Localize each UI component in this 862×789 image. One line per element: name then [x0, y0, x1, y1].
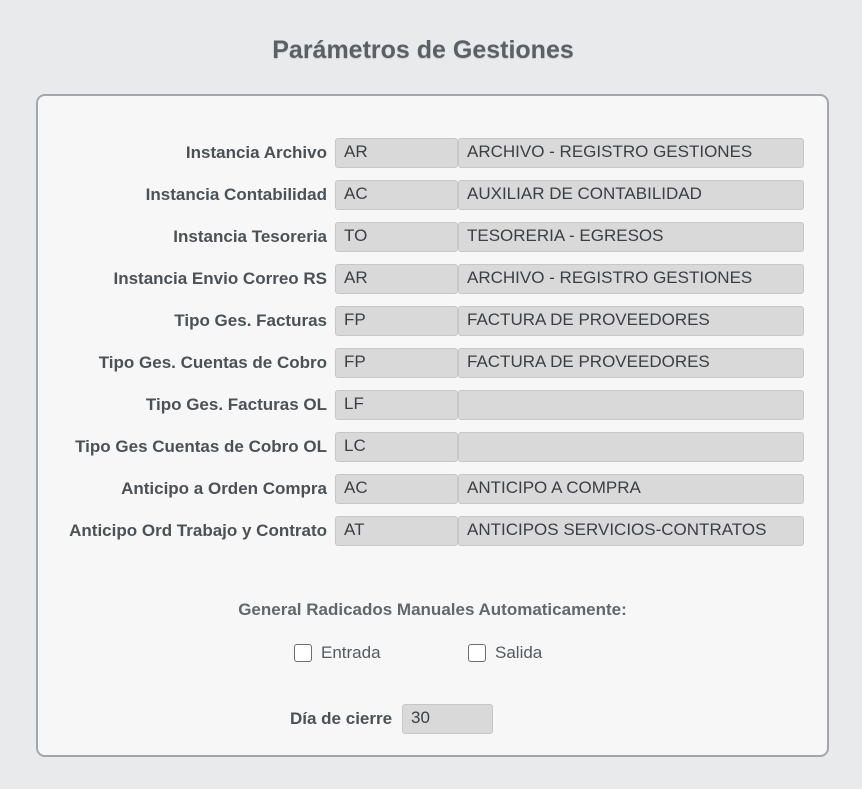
param-description-field[interactable]: TESORERIA - EGRESOS — [458, 222, 804, 252]
param-label: Tipo Ges Cuentas de Cobro OL — [75, 437, 327, 456]
param-row-tipo-facturas-ol — [38, 390, 827, 420]
param-code-field[interactable]: AR — [335, 138, 458, 168]
param-label: Instancia Envio Correo RS — [113, 269, 327, 288]
parameters-panel — [36, 94, 829, 757]
param-label: Instancia Tesoreria — [173, 227, 327, 246]
param-label: Tipo Ges. Facturas OL — [145, 395, 327, 414]
cierre-day-input[interactable]: 30 — [402, 704, 493, 734]
param-label: Instancia Archivo — [185, 143, 327, 162]
param-code-field[interactable]: AR — [335, 264, 458, 294]
param-code-field[interactable]: FP — [335, 306, 458, 336]
param-description-field[interactable]: FACTURA DE PROVEEDORES — [458, 348, 804, 378]
param-label: Anticipo a Orden Compra — [121, 479, 327, 498]
param-row-tipo-cuentas-cobro — [38, 348, 827, 378]
param-description-field[interactable]: ARCHIVO - REGISTRO GESTIONES — [458, 264, 804, 294]
param-description-field[interactable]: FACTURA DE PROVEEDORES — [458, 306, 804, 336]
param-description-field[interactable]: ANTICIPOS SERVICIOS-CONTRATOS — [458, 516, 804, 546]
salida-checkbox[interactable] — [468, 644, 486, 662]
param-label: Tipo Ges. Facturas — [174, 311, 327, 330]
param-row-instancia-tesoreria — [38, 222, 827, 252]
param-label: Tipo Ges. Cuentas de Cobro — [98, 353, 327, 372]
param-row-tipo-facturas — [38, 306, 827, 336]
radicados-caption: General Radicados Manuales Automaticamente: — [238, 600, 627, 619]
param-code-field[interactable]: LC — [335, 432, 458, 462]
entrada-checkbox[interactable] — [294, 644, 312, 662]
param-description-field[interactable]: ARCHIVO - REGISTRO GESTIONES — [458, 138, 804, 168]
param-row-instancia-envio-correo — [38, 264, 827, 294]
param-label: Anticipo Ord Trabajo y Contrato — [69, 521, 327, 540]
param-code-field[interactable]: AC — [335, 180, 458, 210]
param-row-instancia-contabilidad — [38, 180, 827, 210]
param-row-anticipo-ord-trabajo — [38, 516, 827, 546]
param-code-field[interactable]: TO — [335, 222, 458, 252]
param-code-field[interactable]: AT — [335, 516, 458, 546]
param-row-instancia-archivo — [38, 138, 827, 168]
param-description-field[interactable] — [458, 432, 804, 462]
param-code-field[interactable]: AC — [335, 474, 458, 504]
page-title: Parámetros de Gestiones — [272, 36, 574, 64]
param-description-field[interactable]: ANTICIPO A COMPRA — [458, 474, 804, 504]
cierre-row — [38, 704, 827, 734]
entrada-checkbox-group[interactable] — [294, 642, 381, 664]
param-label: Instancia Contabilidad — [145, 185, 327, 204]
param-description-field[interactable] — [458, 390, 804, 420]
salida-checkbox-group[interactable] — [468, 642, 542, 664]
param-code-field[interactable]: LF — [335, 390, 458, 420]
param-description-field[interactable]: AUXILIAR DE CONTABILIDAD — [458, 180, 804, 210]
cierre-label: Día de cierre — [290, 709, 393, 728]
param-code-field[interactable]: FP — [335, 348, 458, 378]
salida-label: Salida — [495, 643, 543, 662]
entrada-label: Entrada — [321, 643, 381, 662]
param-row-anticipo-orden-compra — [38, 474, 827, 504]
param-row-tipo-cuentas-cobro-ol — [38, 432, 827, 462]
